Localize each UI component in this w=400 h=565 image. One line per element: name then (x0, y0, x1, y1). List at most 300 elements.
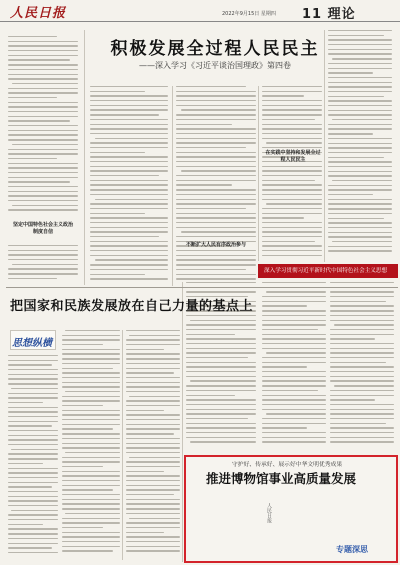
text-line (62, 475, 120, 476)
text-line (90, 175, 159, 176)
text-line (330, 343, 394, 344)
text-line (328, 232, 392, 233)
text-line (176, 213, 256, 214)
text-line (262, 427, 307, 428)
text-line (330, 362, 386, 363)
text-line (8, 393, 58, 394)
text-line (62, 382, 120, 383)
text-line (262, 329, 318, 330)
section-rule (6, 287, 398, 288)
text-line (262, 189, 322, 190)
text-line (330, 315, 394, 316)
text-line (186, 409, 256, 410)
text-line (186, 413, 256, 414)
column-rule (258, 86, 259, 261)
text-line (262, 231, 322, 232)
text-line (176, 184, 232, 185)
text-line (8, 552, 58, 553)
text-line (330, 357, 394, 358)
text-line (126, 532, 164, 533)
text-line (11, 388, 58, 389)
text-line (262, 138, 322, 139)
text-line (8, 50, 78, 51)
text-line (262, 147, 322, 148)
text-line (8, 64, 78, 65)
text-column-2 (90, 86, 168, 286)
text-line (8, 468, 58, 469)
text-line (328, 96, 384, 97)
text-line (262, 184, 322, 185)
text-line (62, 377, 120, 378)
text-line (262, 86, 322, 87)
text-line (328, 161, 392, 162)
text-line (8, 209, 78, 210)
text-column-lb1 (62, 330, 120, 560)
text-line (176, 203, 256, 204)
text-line (126, 499, 180, 500)
text-line (8, 97, 57, 98)
text-line (126, 414, 180, 415)
text-line (8, 153, 78, 154)
text-line (330, 296, 394, 297)
text-line (328, 208, 392, 209)
text-line (176, 259, 256, 260)
text-line (328, 157, 384, 158)
text-line (62, 485, 120, 486)
text-line (129, 518, 180, 519)
theme-banner: 深入学习贯彻习近平新时代中国特色社会主义思想 (258, 264, 398, 278)
text-line (126, 508, 180, 509)
text-line (8, 250, 78, 251)
text-line (176, 100, 256, 101)
text-line (330, 432, 394, 433)
text-line (176, 208, 246, 209)
text-line (8, 383, 58, 384)
text-line (95, 138, 168, 139)
text-line (8, 416, 58, 417)
feature-kicker: 守护好、传承好、展示好中华文明优秀成果 (232, 462, 343, 468)
text-line (262, 357, 326, 358)
text-line (95, 259, 168, 260)
text-line (328, 199, 392, 200)
text-line (334, 324, 394, 325)
text-line (8, 158, 57, 159)
text-line (90, 147, 168, 148)
text-line (328, 236, 392, 237)
text-line (8, 130, 78, 131)
text-line (262, 395, 326, 396)
text-line (126, 349, 164, 350)
text-line (262, 296, 326, 297)
text-column-lb1a (8, 355, 58, 560)
text-line (176, 264, 256, 265)
text-line (328, 91, 392, 92)
text-line (8, 402, 43, 403)
text-line (330, 338, 375, 339)
text-line (328, 218, 384, 219)
text-line (334, 385, 394, 386)
text-line (262, 109, 322, 110)
section-subhead: 不断扩大人民有序政治参与 (185, 242, 246, 248)
text-line (262, 208, 322, 209)
text-line (176, 269, 246, 270)
text-line (8, 245, 78, 246)
text-column-1 (8, 36, 78, 218)
text-line (176, 105, 256, 106)
text-line (126, 452, 180, 453)
text-line (62, 335, 120, 336)
text-line (176, 147, 246, 148)
text-line (12, 83, 78, 84)
text-line (8, 92, 78, 93)
text-line (8, 458, 58, 459)
text-line (330, 441, 394, 442)
text-line (190, 441, 256, 442)
text-line (126, 433, 174, 434)
text-line (186, 338, 256, 339)
text-line (8, 111, 78, 112)
text-line (8, 491, 58, 492)
text-line (126, 541, 180, 542)
text-line (328, 133, 373, 134)
text-line (8, 514, 58, 515)
text-line (262, 362, 326, 363)
text-line (328, 138, 392, 139)
text-line (11, 449, 58, 450)
text-line (328, 250, 392, 251)
text-line (176, 180, 256, 181)
text-line (62, 414, 120, 415)
text-line (62, 503, 120, 504)
text-line (90, 142, 168, 143)
text-line (186, 376, 256, 377)
text-line (328, 49, 392, 50)
text-line (8, 505, 58, 506)
text-line (330, 348, 394, 349)
text-line (186, 315, 256, 316)
text-line (62, 527, 103, 528)
text-line (8, 435, 58, 436)
text-line (8, 524, 43, 525)
text-line (8, 477, 58, 478)
text-line (186, 343, 256, 344)
text-line (328, 194, 373, 195)
text-line (262, 390, 318, 391)
text-line (328, 86, 392, 87)
text-line (262, 213, 322, 214)
text-line (8, 425, 52, 426)
text-line (8, 268, 78, 269)
text-line (126, 391, 180, 392)
text-line (8, 374, 58, 375)
text-line (8, 472, 58, 473)
text-line (330, 404, 394, 405)
text-line (328, 166, 392, 167)
text-line (181, 170, 256, 171)
text-line (186, 362, 256, 363)
text-line (65, 513, 120, 514)
text-line (262, 236, 322, 237)
text-line (8, 120, 70, 121)
text-line (262, 437, 326, 438)
section-subhead: 在实践中坚持和发展全过程人民民主 (265, 150, 321, 163)
text-line (186, 282, 256, 283)
text-line (328, 152, 392, 153)
text-line (90, 114, 159, 115)
text-line (8, 78, 78, 79)
text-line (190, 320, 256, 321)
text-line (330, 399, 375, 400)
text-line (90, 278, 168, 279)
text-line (186, 404, 256, 405)
text-line (176, 236, 256, 237)
text-line (126, 330, 180, 331)
text-line (8, 407, 58, 408)
text-line (8, 74, 78, 75)
text-line (90, 100, 168, 101)
text-line (330, 305, 394, 306)
text-line (126, 344, 180, 345)
text-line (262, 348, 326, 349)
text-line (8, 134, 78, 135)
text-line (65, 391, 120, 392)
text-line (328, 68, 392, 69)
text-line (262, 255, 322, 256)
text-line (62, 443, 120, 444)
text-line (176, 128, 256, 129)
text-line (65, 330, 120, 331)
text-line (262, 423, 326, 424)
text-line (330, 301, 386, 302)
feature-side-label: 人民日报 (266, 503, 272, 523)
text-line (176, 156, 256, 157)
text-line (186, 357, 248, 358)
text-line (176, 274, 256, 275)
text-line (8, 444, 58, 445)
text-line (328, 185, 392, 186)
text-line (126, 443, 180, 444)
text-line (328, 53, 392, 54)
text-line (262, 441, 326, 442)
text-line (328, 63, 392, 64)
text-line (8, 273, 78, 274)
text-line (90, 194, 168, 195)
text-line (262, 385, 326, 386)
text-line (62, 428, 113, 429)
text-line (8, 177, 78, 178)
text-line (186, 432, 256, 433)
text-line (62, 438, 120, 439)
text-line (62, 386, 120, 387)
text-line (266, 142, 322, 143)
text-line (126, 419, 180, 420)
text-line (328, 100, 392, 101)
text-line (262, 128, 322, 129)
text-line (62, 353, 120, 354)
text-line (328, 222, 392, 223)
text-line (126, 386, 180, 387)
text-line (62, 494, 120, 495)
text-line (262, 114, 322, 115)
text-line (90, 264, 168, 265)
text-line (62, 400, 120, 401)
column-rule (324, 30, 325, 262)
text-line (126, 372, 174, 373)
section-subhead: 坚定中国特色社会主义政治制度自信 (12, 222, 73, 235)
text-column-3 (176, 86, 256, 286)
text-column-rb3 (330, 282, 394, 450)
text-line (8, 355, 58, 356)
text-line (262, 250, 322, 251)
text-line (62, 447, 120, 448)
text-line (126, 410, 164, 411)
text-line (62, 424, 120, 425)
text-line (90, 227, 168, 228)
text-line (262, 105, 322, 106)
text-line (330, 376, 394, 377)
text-line (8, 88, 78, 89)
text-line (262, 399, 326, 400)
text-line (176, 91, 256, 92)
text-line (62, 499, 120, 500)
text-line (62, 405, 103, 406)
text-line (62, 433, 120, 434)
text-line (8, 139, 78, 140)
text-line (8, 45, 78, 46)
text-line (330, 282, 394, 283)
text-line (62, 363, 120, 364)
text-line (90, 124, 168, 125)
text-line (126, 550, 180, 551)
text-line (330, 352, 394, 353)
text-line (62, 349, 120, 350)
text-line (90, 156, 168, 157)
text-line (62, 471, 120, 472)
text-line (262, 175, 322, 176)
text-line (62, 480, 120, 481)
text-line (8, 500, 58, 501)
text-line (330, 329, 394, 330)
text-line (8, 453, 58, 454)
text-line (328, 128, 392, 129)
text-line (65, 452, 120, 453)
text-line (126, 485, 180, 486)
text-line (262, 245, 322, 246)
text-line (126, 447, 180, 448)
text-line (95, 199, 168, 200)
text-line (62, 419, 120, 420)
text-line (176, 217, 256, 218)
text-line (62, 339, 120, 340)
text-line (8, 186, 78, 187)
text-line (186, 352, 256, 353)
text-line (8, 369, 58, 370)
text-line (186, 324, 256, 325)
text-line (262, 366, 307, 367)
text-line (186, 329, 256, 330)
secondary-headline: 把国家和民族发展放在自己力量的基点上 (10, 299, 254, 314)
text-line (262, 409, 326, 410)
text-line (262, 170, 322, 171)
text-line (262, 119, 315, 120)
text-line (328, 147, 392, 148)
text-line (186, 385, 256, 386)
text-line (176, 138, 256, 139)
text-line (126, 536, 180, 537)
text-line (90, 250, 168, 251)
text-line (330, 310, 394, 311)
text-line (176, 95, 256, 96)
text-line (62, 546, 120, 547)
text-line (262, 418, 326, 419)
text-line (262, 166, 322, 167)
text-line (90, 255, 168, 256)
text-line (266, 352, 326, 353)
text-line (262, 91, 322, 92)
text-line (90, 170, 168, 171)
text-line (262, 241, 315, 242)
text-line (8, 278, 57, 279)
text-line (181, 231, 256, 232)
text-line (62, 508, 120, 509)
text-line (62, 396, 120, 397)
text-line (328, 39, 392, 40)
text-line (328, 171, 392, 172)
text-line (8, 69, 78, 70)
text-line (186, 399, 256, 400)
text-line (8, 167, 78, 168)
text-line (90, 152, 145, 153)
text-line (8, 172, 78, 173)
text-line (126, 471, 164, 472)
text-line (62, 489, 113, 490)
text-line (8, 547, 52, 548)
text-line (186, 437, 256, 438)
text-line (62, 410, 120, 411)
text-line (129, 396, 180, 397)
page-section-label: 11 理论 (302, 7, 356, 22)
text-line (330, 320, 394, 321)
text-line (126, 489, 180, 490)
text-line (8, 259, 78, 260)
newspaper-logo: 人民日报 (10, 6, 67, 21)
text-line (262, 343, 326, 344)
text-line (186, 366, 256, 367)
text-line (328, 114, 392, 115)
text-line (90, 95, 168, 96)
text-line (62, 372, 120, 373)
text-line (176, 189, 256, 190)
text-line (62, 522, 120, 523)
text-line (176, 142, 256, 143)
text-line (8, 360, 58, 361)
column-logo: 思想纵横 (12, 338, 52, 349)
text-line (8, 116, 78, 117)
text-line (90, 91, 145, 92)
text-line (8, 439, 58, 440)
text-line (8, 411, 58, 412)
text-line (176, 114, 256, 115)
text-line (90, 105, 168, 106)
text-line (176, 278, 256, 279)
text-line (176, 175, 256, 176)
text-line (262, 227, 322, 228)
text-line (262, 324, 326, 325)
text-line (12, 205, 78, 206)
text-line (126, 503, 180, 504)
text-line (266, 291, 326, 292)
text-line (186, 427, 256, 428)
